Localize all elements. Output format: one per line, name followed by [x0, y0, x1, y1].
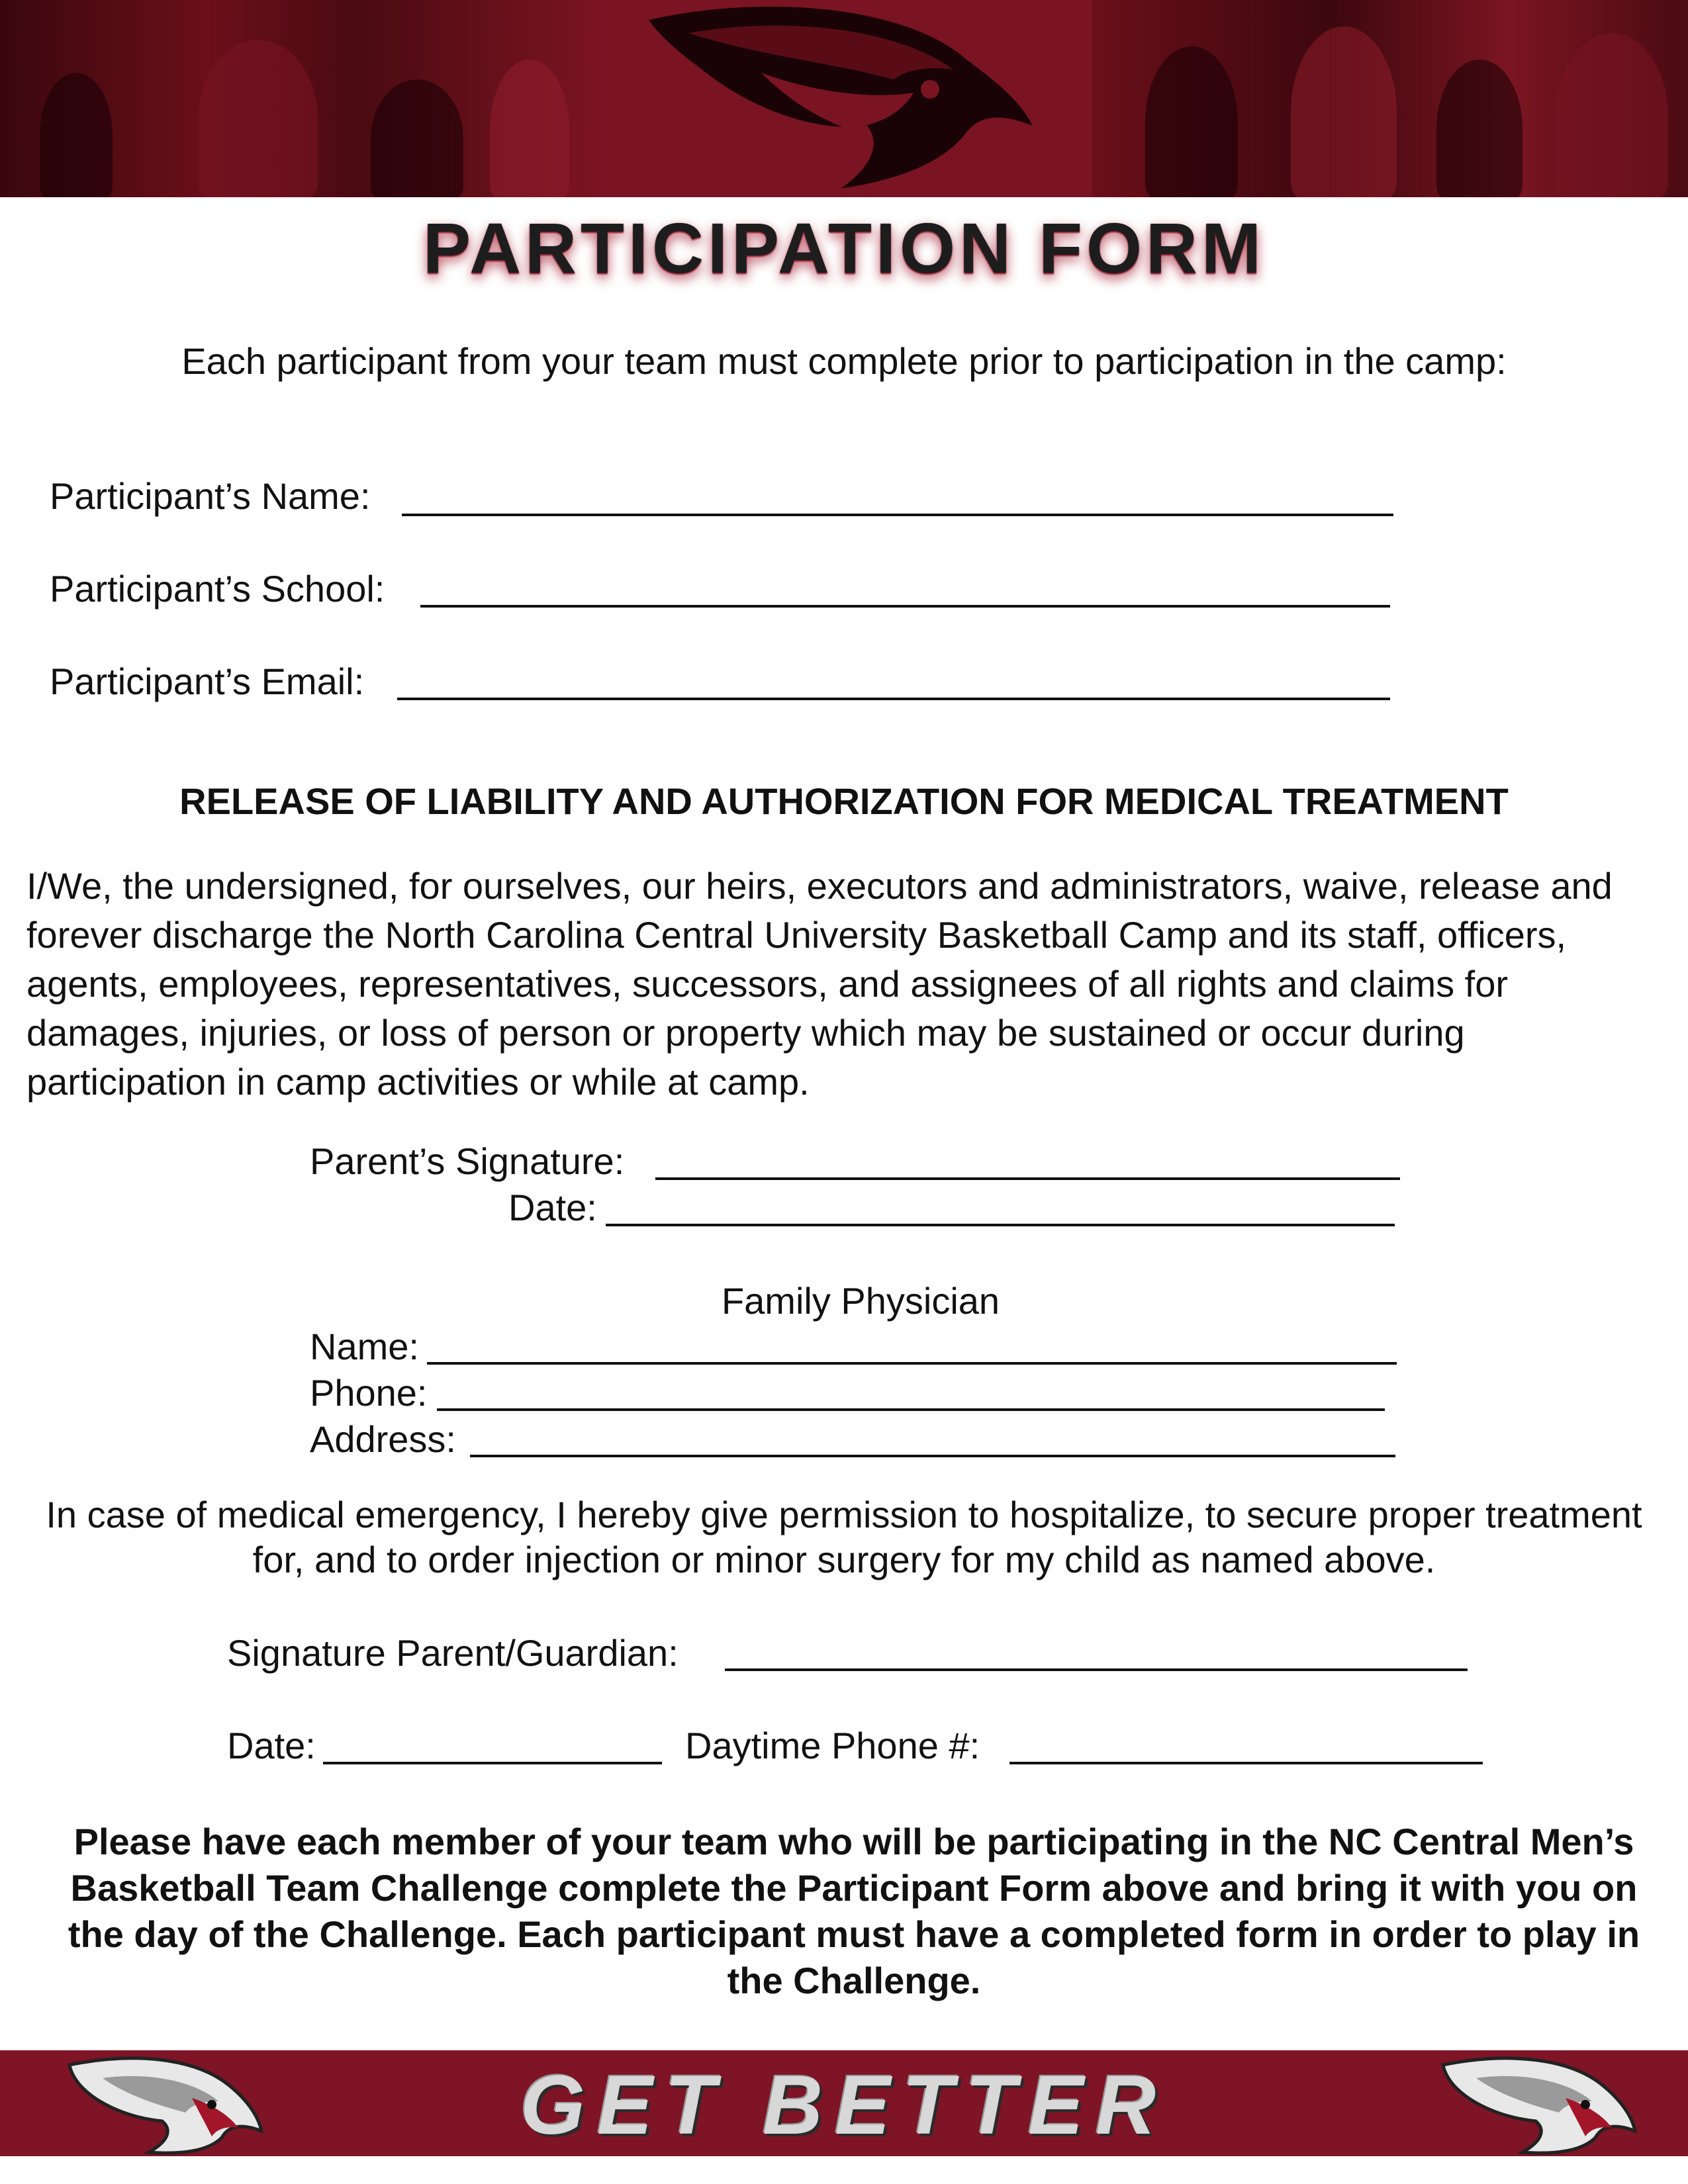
header-photo-right	[1092, 0, 1688, 197]
footer-slogan: GET BETTER	[520, 2058, 1168, 2152]
header-photo-left	[0, 0, 596, 197]
footer-bottom-strip	[0, 2156, 1688, 2184]
physician-address-label: Address:	[310, 1418, 456, 1460]
daytime-phone-label: Daytime Phone #:	[685, 1725, 980, 1766]
guardian-signature-label: Signature Parent/Guardian:	[227, 1632, 679, 1674]
physician-phone-field[interactable]	[437, 1408, 1385, 1411]
parent-signature-label: Parent’s Signature:	[310, 1140, 625, 1182]
participant-email-field[interactable]	[397, 698, 1390, 700]
closing-instructions: Please have each member of your team who will be participating in the NC Central Men’s Basketball Team Challenge complete the Participant Form above and bring it with you on the day of the Challenge. Each participant must have a completed form in order to play in the Challenge.	[68, 1821, 1640, 2001]
parent-date-label: Date:	[508, 1187, 597, 1228]
physician-name-field[interactable]	[427, 1362, 1397, 1365]
physician-heading: Family Physician	[721, 1280, 1000, 1322]
release-heading: RELEASE OF LIABILITY AND AUTHORIZATION FOR MEDICAL TREATMENT	[179, 780, 1509, 822]
intro-text: Each participant from your team must complete prior to participation in the camp:	[181, 340, 1507, 382]
eagle-logo-right-icon	[1436, 2052, 1642, 2155]
release-body: I/We, the undersigned, for ourselves, our heirs, executors and administrators, waive, release and forever discharge the North Carolina Central University Basketball Camp and its staff, officers, agents, employees, representatives, successors, and assignees of all rights and claims for damages, injuries, or loss of person or property which may be sustained or occur during participation in camp activities or while at camp.	[26, 865, 1613, 1103]
guardian-signature-field[interactable]	[725, 1668, 1468, 1671]
participant-school-field[interactable]	[420, 605, 1390, 608]
header-banner	[0, 0, 1688, 197]
guardian-date-label: Date:	[227, 1725, 316, 1766]
guardian-date-field[interactable]	[323, 1762, 662, 1764]
eagle-logo-icon	[596, 0, 1092, 197]
parent-signature-field[interactable]	[655, 1177, 1400, 1180]
page-title: PARTICIPATION FORM	[423, 208, 1265, 288]
participant-name-field[interactable]	[402, 514, 1393, 516]
participant-email-label: Participant’s Email:	[50, 660, 365, 702]
physician-address-field[interactable]	[470, 1455, 1395, 1457]
participant-name-label: Participant’s Name:	[50, 475, 371, 517]
physician-name-label: Name:	[310, 1326, 419, 1367]
participant-school-label: Participant’s School:	[50, 568, 385, 610]
medical-consent-text: In case of medical emergency, I hereby give permission to hospitalize, to secure proper treatment for, and to order injection or minor surgery for my child as named above.	[46, 1494, 1642, 1580]
daytime-phone-field[interactable]	[1009, 1762, 1483, 1764]
physician-phone-label: Phone:	[310, 1372, 428, 1414]
parent-date-field[interactable]	[606, 1224, 1395, 1226]
header-logo-panel	[596, 0, 1092, 197]
